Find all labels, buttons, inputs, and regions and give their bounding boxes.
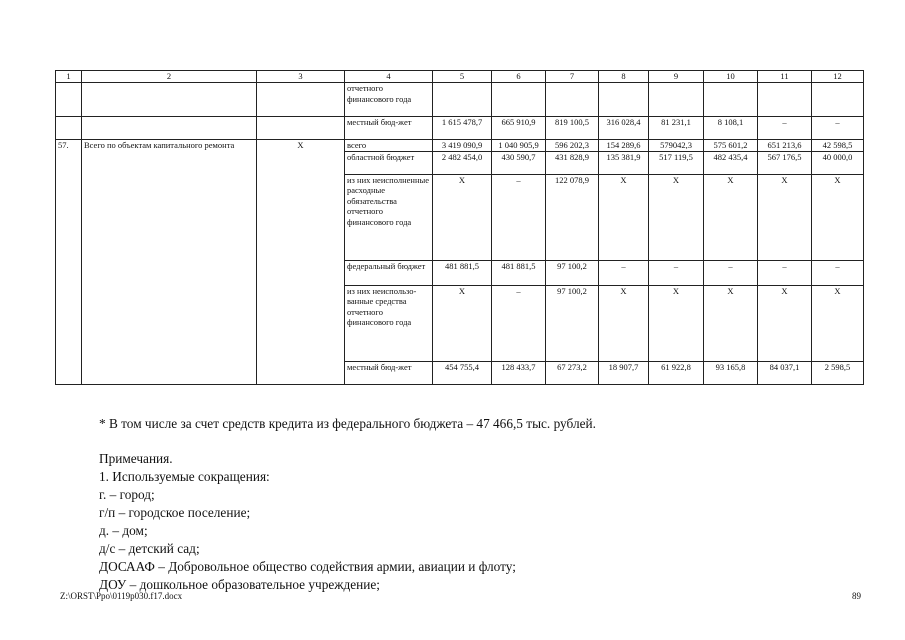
note-line: г/п – городское поселение; <box>99 505 251 520</box>
funding-source-cell: отчетного финансового года <box>345 83 433 117</box>
value-cell: – <box>812 260 864 285</box>
note-line: д/с – детский сад; <box>99 541 200 556</box>
col-header: 4 <box>345 71 433 83</box>
table-row <box>56 117 864 140</box>
value-cell: 482 435,4 <box>704 151 758 174</box>
value-cell: 42 598,5 <box>812 140 864 152</box>
table-row <box>56 83 864 117</box>
value-cell: 1 615 478,7 <box>433 117 492 140</box>
value-cell: – <box>599 260 649 285</box>
notes-section <box>99 450 516 594</box>
funding-source-cell: федеральный бюджет <box>345 260 433 285</box>
value-cell: Х <box>433 174 492 260</box>
table-row <box>56 140 864 152</box>
footnote: * В том числе за счет средств кредита из федерального бюджета – 47 466,5 тыс. рублей. <box>99 416 596 431</box>
value-cell: 596 202,3 <box>546 140 599 152</box>
value-cell: 575 601,2 <box>704 140 758 152</box>
value-cell: 84 037,1 <box>758 361 812 384</box>
cell <box>56 117 82 140</box>
value-cell: Х <box>433 285 492 361</box>
value-cell: 97 100,2 <box>546 260 599 285</box>
value-cell: – <box>812 117 864 140</box>
value-cell: – <box>704 260 758 285</box>
value-cell: 2 598,5 <box>812 361 864 384</box>
value-cell: – <box>649 260 704 285</box>
value-cell: 517 119,5 <box>649 151 704 174</box>
value-cell: 431 828,9 <box>546 151 599 174</box>
value-cell: 93 165,8 <box>704 361 758 384</box>
value-cell: Х <box>758 285 812 361</box>
page-number: 89 <box>852 591 861 601</box>
header-row <box>56 71 864 83</box>
cell <box>257 83 345 117</box>
value-cell: 8 108,1 <box>704 117 758 140</box>
object-name-cell: Всего по объектам капитального ремонта <box>82 140 257 385</box>
cell <box>433 83 492 117</box>
col-header: 7 <box>546 71 599 83</box>
col-header: 6 <box>492 71 546 83</box>
col-header: 12 <box>812 71 864 83</box>
funding-source-cell: местный бюд-жет <box>345 361 433 384</box>
value-cell: – <box>758 260 812 285</box>
funding-source-cell: всего <box>345 140 433 152</box>
mark-cell: Х <box>257 140 345 385</box>
value-cell: 579042,3 <box>649 140 704 152</box>
value-cell: 430 590,7 <box>492 151 546 174</box>
note-line: 1. Используемые сокращения: <box>99 469 270 484</box>
budget-table <box>55 70 864 385</box>
value-cell: Х <box>599 174 649 260</box>
value-cell: Х <box>758 174 812 260</box>
funding-source-cell: местный бюд-жет <box>345 117 433 140</box>
value-cell: 316 028,4 <box>599 117 649 140</box>
value-cell: 454 755,4 <box>433 361 492 384</box>
value-cell: 122 078,9 <box>546 174 599 260</box>
value-cell: 1 040 905,9 <box>492 140 546 152</box>
value-cell: Х <box>812 174 864 260</box>
value-cell: 481 881,5 <box>492 260 546 285</box>
cell <box>599 83 649 117</box>
value-cell: 567 176,5 <box>758 151 812 174</box>
note-line: ДОСААФ – Добровольное общество содействия армии, авиации и флоту; <box>99 559 516 574</box>
value-cell: Х <box>649 174 704 260</box>
col-header: 5 <box>433 71 492 83</box>
value-cell: – <box>492 174 546 260</box>
value-cell: Х <box>812 285 864 361</box>
col-header: 3 <box>257 71 345 83</box>
value-cell: 67 273,2 <box>546 361 599 384</box>
col-header: 9 <box>649 71 704 83</box>
value-cell: 97 100,2 <box>546 285 599 361</box>
value-cell: Х <box>649 285 704 361</box>
value-cell: 481 881,5 <box>433 260 492 285</box>
value-cell: 18 907,7 <box>599 361 649 384</box>
cell <box>82 83 257 117</box>
col-header: 2 <box>82 71 257 83</box>
value-cell: 135 381,9 <box>599 151 649 174</box>
value-cell: 40 000,0 <box>812 151 864 174</box>
value-cell: 2 482 454,0 <box>433 151 492 174</box>
value-cell: Х <box>599 285 649 361</box>
value-cell: 61 922,8 <box>649 361 704 384</box>
col-header: 1 <box>56 71 82 83</box>
cell <box>812 83 864 117</box>
value-cell: 651 213,6 <box>758 140 812 152</box>
cell <box>56 83 82 117</box>
col-header: 11 <box>758 71 812 83</box>
value-cell: 3 419 090,9 <box>433 140 492 152</box>
cell <box>758 83 812 117</box>
cell <box>492 83 546 117</box>
cell <box>257 117 345 140</box>
funding-source-cell: из них неиспользо-ванные средства отчетного финансового года <box>345 285 433 361</box>
footer-file-path: Z:\ORST\Ppo\0119p030.f17.docx <box>60 591 183 601</box>
value-cell: Х <box>704 174 758 260</box>
note-line: д. – дом; <box>99 523 148 538</box>
value-cell: – <box>758 117 812 140</box>
value-cell: Х <box>704 285 758 361</box>
funding-source-cell: из них неисполненные расходные обязательства отчетного финансового года <box>345 174 433 260</box>
value-cell: 128 433,7 <box>492 361 546 384</box>
value-cell: 154 289,6 <box>599 140 649 152</box>
col-header: 8 <box>599 71 649 83</box>
value-cell: 81 231,1 <box>649 117 704 140</box>
cell <box>82 117 257 140</box>
note-line: ДОУ – дошкольное образовательное учреждение; <box>99 577 380 592</box>
row-number-cell: 57. <box>56 140 82 385</box>
funding-source-cell: областной бюджет <box>345 151 433 174</box>
notes-title: Примечания. <box>99 451 173 466</box>
col-header: 10 <box>704 71 758 83</box>
note-line: г. – город; <box>99 487 155 502</box>
value-cell: 665 910,9 <box>492 117 546 140</box>
value-cell: – <box>492 285 546 361</box>
cell <box>546 83 599 117</box>
value-cell: 819 100,5 <box>546 117 599 140</box>
cell <box>649 83 704 117</box>
cell <box>704 83 758 117</box>
